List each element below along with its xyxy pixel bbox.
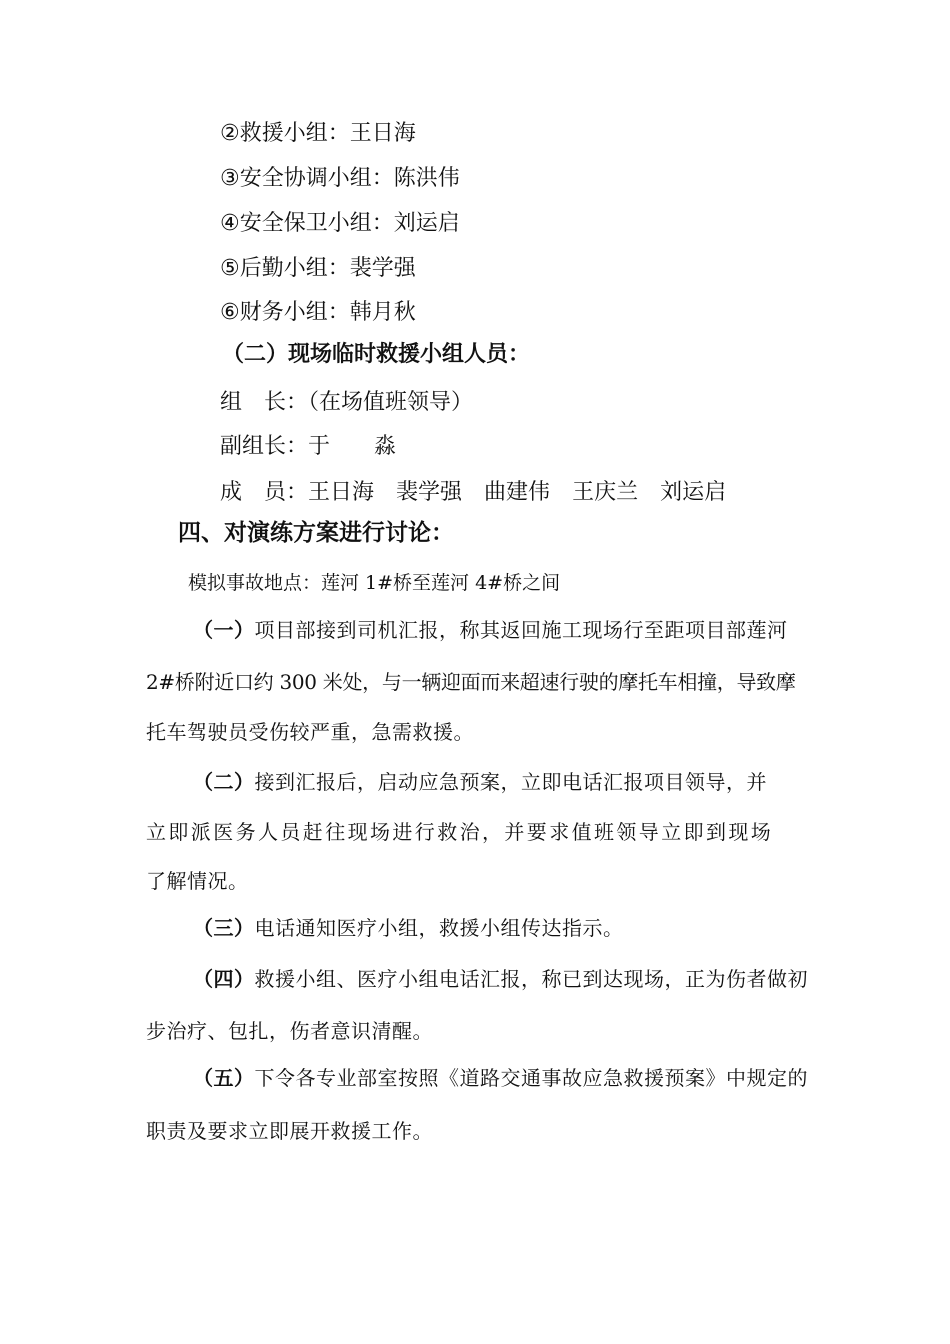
role-label: ⑤后勤小组： xyxy=(220,256,350,281)
team-member: 裴学强 xyxy=(396,480,463,505)
role-label: ④安全保卫小组： xyxy=(220,211,394,236)
team-member: 王庆兰 xyxy=(572,480,639,505)
step-text: 救援小组、医疗小组电话汇报，称已到达现场，正为伤者做初 xyxy=(254,967,808,991)
role-rescue xyxy=(220,119,416,149)
step-five-line-2: 职责及要求立即展开救援工作。 xyxy=(146,1119,433,1143)
step-two-line-1 xyxy=(193,767,767,797)
step-marker: （一） xyxy=(193,618,255,642)
step-one-line-1 xyxy=(193,615,788,645)
role-label: ②救援小组： xyxy=(220,121,350,146)
step-marker: （四） xyxy=(193,967,255,991)
step-marker: （五） xyxy=(193,1066,255,1090)
section-two-heading: （二）现场临时救援小组人员： xyxy=(222,342,531,367)
step-text: 下令各专业部室按照《道路交通事故应急救援预案》中规定的 xyxy=(254,1066,808,1090)
step-marker: （二） xyxy=(193,770,255,794)
role-name: 韩月秋 xyxy=(349,300,416,325)
step-two-line-3: 了解情况。 xyxy=(146,869,249,893)
role-label: ③安全协调小组： xyxy=(220,166,394,191)
step-one-line-2: 2#桥附近口约 300 米处，与一辆迎面而来超速行驶的摩托车相撞，导致摩 xyxy=(146,670,796,694)
step-text: 项目部接到司机汇报，称其返回施工现场行至距项目部莲河 xyxy=(254,618,788,642)
role-security xyxy=(220,209,460,239)
step-text: 接到汇报后，启动应急预案，立即电话汇报项目领导，并 xyxy=(254,770,767,794)
role-name: 陈洪伟 xyxy=(393,166,460,191)
accident-location: 模拟事故地点：莲河 1#桥至莲河 4#桥之间 xyxy=(188,572,561,594)
team-deputy-row xyxy=(220,432,396,462)
role-name: 裴学强 xyxy=(349,256,416,281)
team-member: 曲建伟 xyxy=(484,480,551,505)
role-name: 王日海 xyxy=(349,121,416,146)
team-leader-label: 组 长： xyxy=(220,390,309,415)
step-five-line-1 xyxy=(193,1063,808,1093)
step-one-line-3: 托车驾驶员受伤较严重，急需救援。 xyxy=(146,720,474,744)
role-name: 刘运启 xyxy=(393,211,460,236)
team-member: 刘运启 xyxy=(660,480,727,505)
team-members-label: 成 员： xyxy=(220,480,309,505)
team-leader-row xyxy=(220,388,473,418)
step-two-line-2: 立即派医务人员赶往现场进行救治，并要求值班领导立即到现场 xyxy=(146,820,774,844)
role-safety-coordination xyxy=(220,164,460,194)
role-finance xyxy=(220,298,416,328)
role-logistics xyxy=(220,254,416,284)
step-three-line-1 xyxy=(193,913,624,943)
step-four-line-2: 步治疗、包扎，伤者意识清醒。 xyxy=(146,1019,433,1043)
team-members-row xyxy=(220,478,726,508)
step-marker: （三） xyxy=(193,916,255,940)
team-member: 王日海 xyxy=(308,480,375,505)
section-four-heading: 四、对演练方案进行讨论： xyxy=(178,520,454,546)
step-four-line-1 xyxy=(193,964,808,994)
team-leader-value: （在场值班领导） xyxy=(308,390,474,415)
role-label: ⑥财务小组： xyxy=(220,300,350,325)
step-text: 电话通知医疗小组，救援小组传达指示。 xyxy=(254,916,624,940)
team-deputy-value: 于 淼 xyxy=(308,434,397,459)
team-deputy-label: 副组长： xyxy=(220,434,309,459)
